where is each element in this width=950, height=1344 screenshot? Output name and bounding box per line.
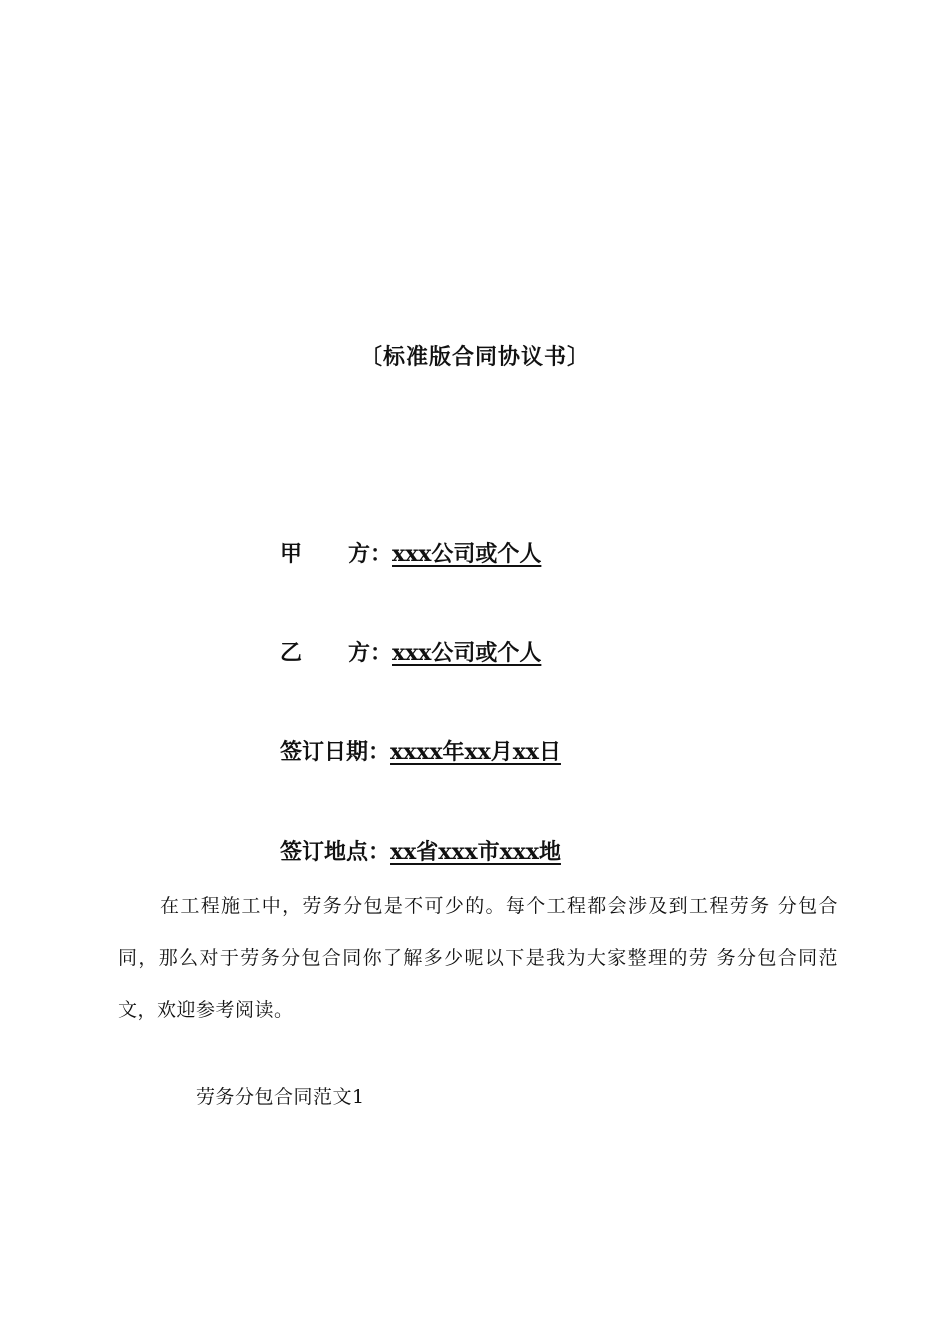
sign-date-label: 签订日期： [280,740,391,765]
party-b-value: xxx公司或个人 [392,640,542,666]
section-heading: 劳务分包合同范文1 [196,1086,365,1108]
sign-place-value: xx省xxx市xxx地 [390,839,561,865]
sign-date-field [280,737,561,768]
party-b-field [280,638,541,669]
document-title: 〔标准版合同协议书〕 [359,345,590,370]
party-a-label-suffix: 方： [348,542,393,567]
sign-date-value: xxxx年xx月xx日 [390,739,561,765]
party-b-label-char: 乙 [280,641,303,666]
party-a-label-char: 甲 [280,542,303,567]
sign-place-label: 签订地点： [280,840,391,865]
intro-paragraph: 在工程施工中，劳务分包是不可少的。每个工程都会涉及到工程劳务 分包合同，那么对于劳务分包合同你了解多少呢以下是我为大家整理的劳 务分包合同范文，欢迎参考阅读。 [118,895,838,1021]
sign-place-field [280,837,561,868]
party-a-field [280,539,541,570]
party-a-value: xxx公司或个人 [392,541,542,567]
party-b-label-suffix: 方： [348,641,393,666]
